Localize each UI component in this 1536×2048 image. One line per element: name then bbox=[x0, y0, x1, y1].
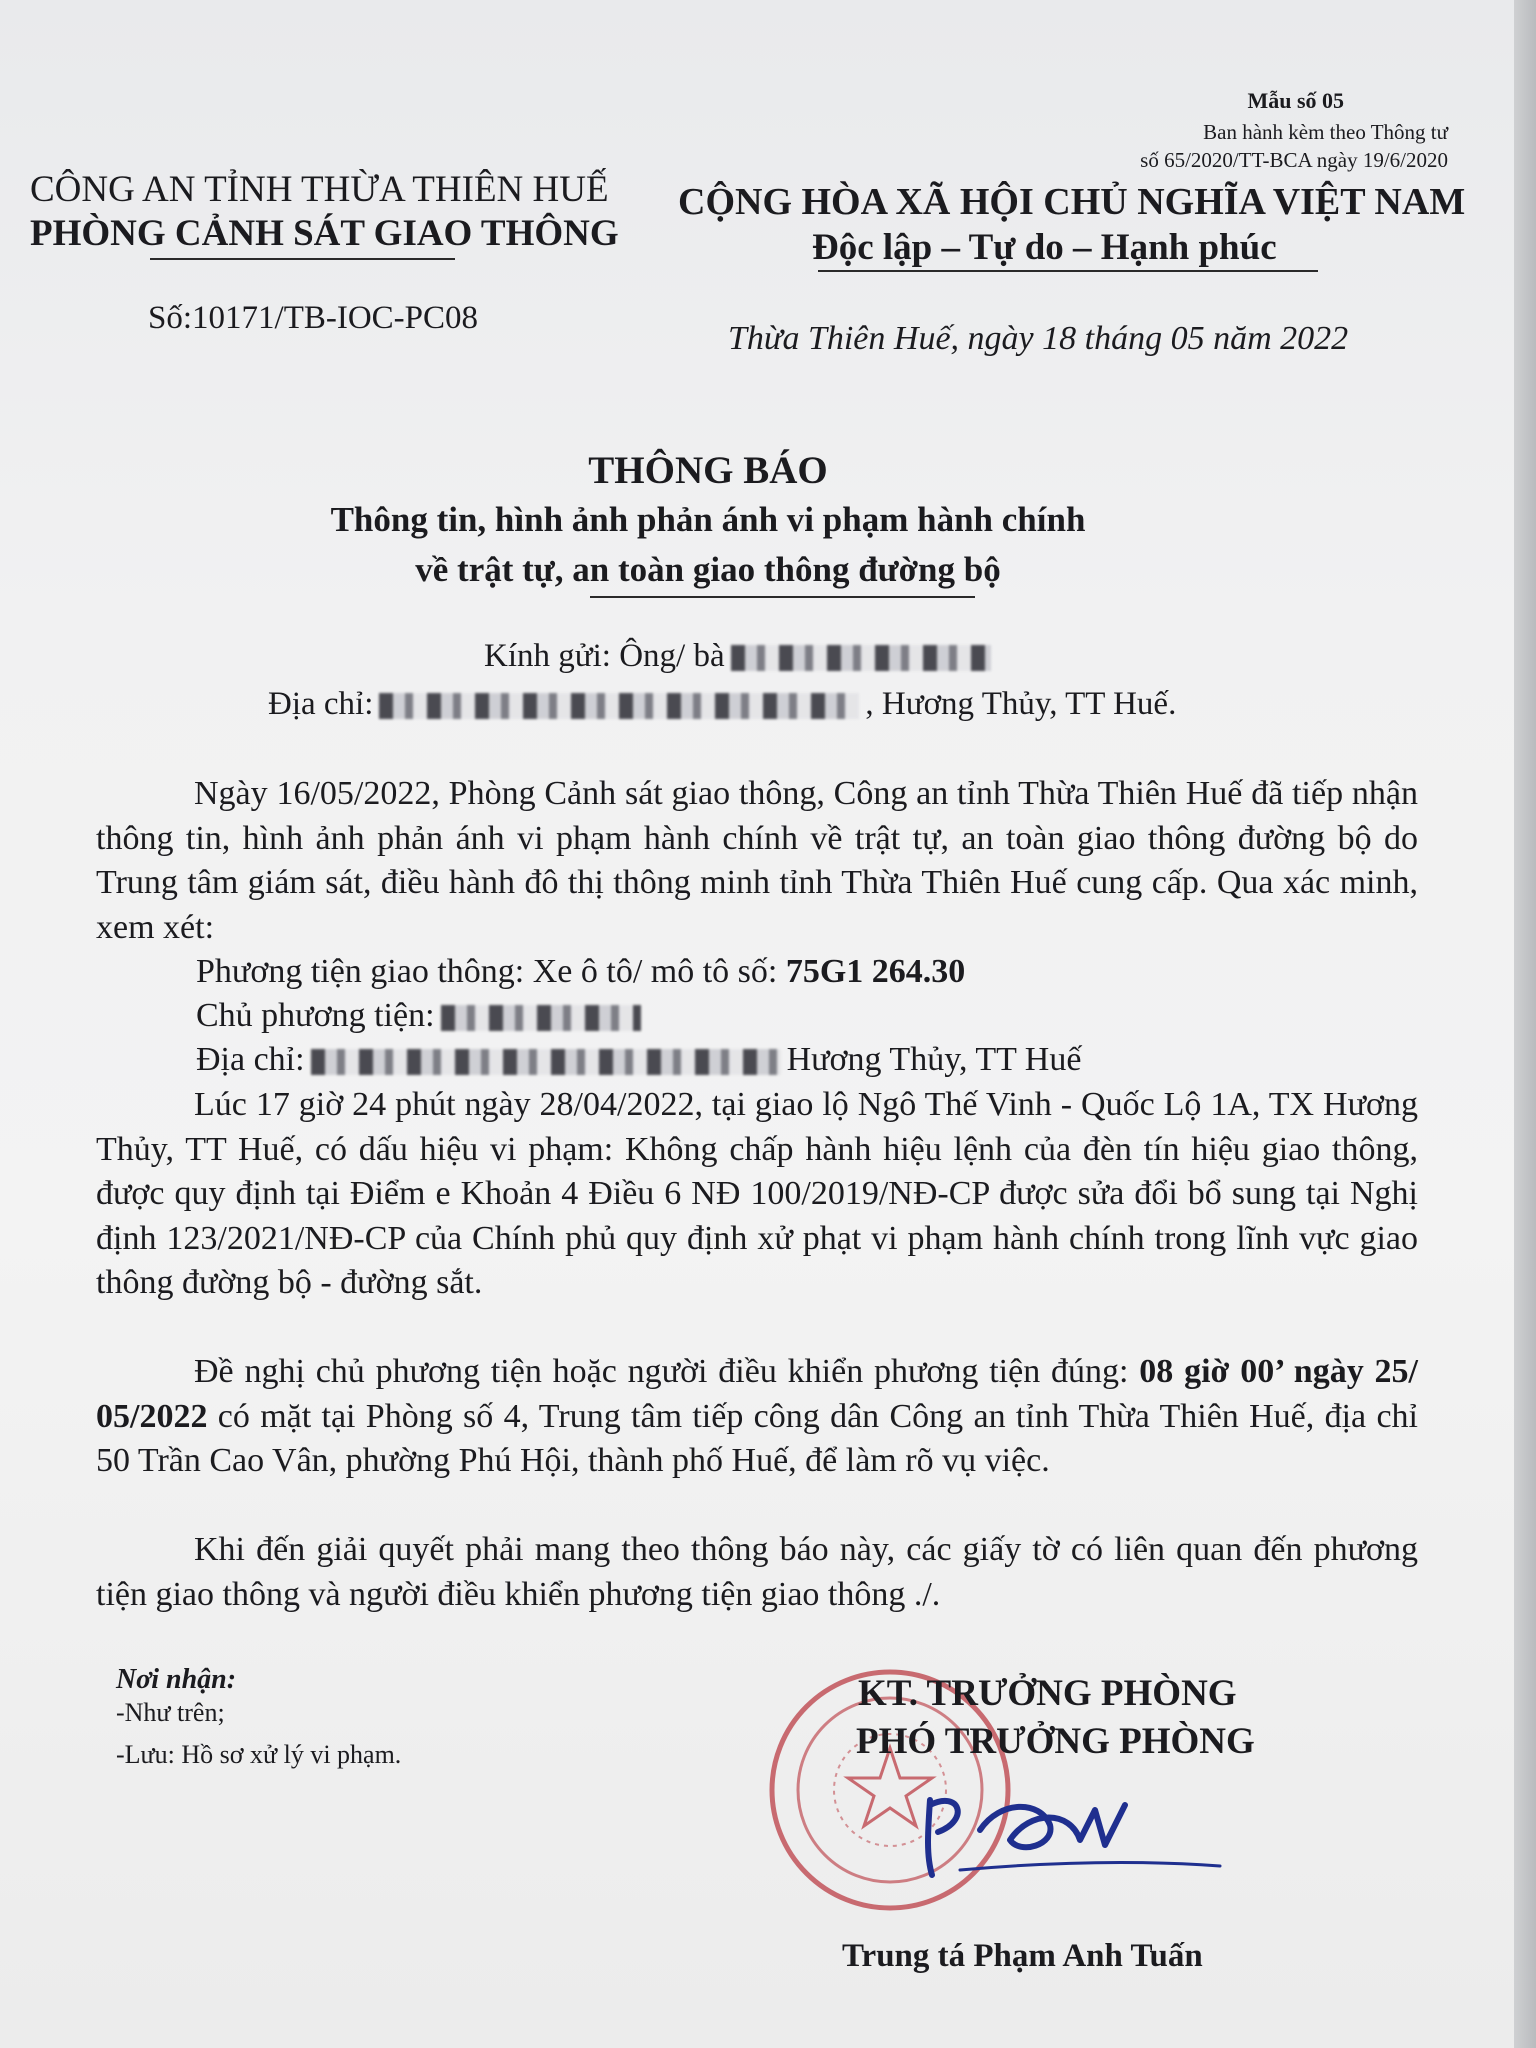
redacted-address bbox=[379, 693, 859, 719]
owner-address-line bbox=[196, 1038, 1081, 1083]
motto-underline bbox=[818, 270, 1318, 272]
recipient-item-archive: -Lưu: Hồ sơ xử lý vi phạm. bbox=[116, 1740, 402, 1769]
form-note: Ban hành kèm theo Thông tư bbox=[1203, 120, 1448, 144]
form-note-circular: số 65/2020/TT-BCA ngày 19/6/2020 bbox=[1140, 148, 1448, 172]
nation-motto: Độc lập – Tự do – Hạnh phúc bbox=[812, 227, 1277, 268]
handwritten-signature bbox=[900, 1770, 1230, 1890]
greeting-text: Kính gửi: Ông/ bà bbox=[484, 638, 725, 674]
recipients-title: Nơi nhận: bbox=[116, 1664, 237, 1695]
request-end: có mặt tại Phòng số 4, Trung tâm tiếp công dân Công an tỉnh Thừa Thiên Huế, địa chỉ 50 Trần Cao Vân, phường Phú Hội, thành phố Huế, để làm rõ vụ việc. bbox=[96, 1397, 1418, 1479]
redacted-owner-address bbox=[311, 1049, 781, 1075]
page-edge bbox=[1514, 0, 1536, 2048]
address-label: Địa chỉ: bbox=[268, 686, 374, 722]
owner-address-label: Địa chỉ: bbox=[196, 1041, 305, 1078]
recipient-greeting bbox=[484, 638, 997, 675]
agency-name: CÔNG AN TỈNH THỪA THIÊN HUẾ bbox=[30, 169, 609, 210]
owner-line bbox=[196, 994, 647, 1039]
redacted-owner bbox=[441, 1005, 641, 1031]
paragraph-request bbox=[96, 1350, 1418, 1484]
paragraph-violation: Lúc 17 giờ 24 phút ngày 28/04/2022, tại giao lộ Ngô Thế Vinh - Quốc Lộ 1A, TX Hương Thủy, TT Huế, có dấu hiệu vi phạm: Không chấp hành hiệu lệnh của đèn tín hiệu giao thông, được quy định tại Điểm e Khoản 4 Điều 6 NĐ 100/2019/NĐ-CP được sửa đổi bổ sung tại Nghị định 123/2021/NĐ-CP của Chính phủ quy định xử phạt vi phạm hành chính trong lĩnh vực giao thông đường bộ - đường sắt. bbox=[96, 1086, 1418, 1301]
recipient-address bbox=[268, 686, 1176, 723]
signer-title: KT. TRƯỞNG PHÒNG bbox=[858, 1673, 1237, 1714]
document-title: THÔNG BÁO bbox=[588, 449, 828, 492]
vehicle-line bbox=[196, 950, 965, 995]
owner-address-tail: Hương Thủy, TT Huế bbox=[786, 1041, 1082, 1078]
request-time: 08 giờ 00’ ngày 25/ 05/2022 bbox=[96, 1353, 1418, 1435]
document-subtitle: Thông tin, hình ảnh phản ánh vi phạm hành chính bbox=[330, 500, 1086, 539]
form-code: Mẫu số 05 bbox=[1247, 88, 1344, 113]
document-subtitle-2: về trật tự, an toàn giao thông đường bộ bbox=[415, 550, 1001, 589]
paragraph-intro: Ngày 16/05/2022, Phòng Cảnh sát giao thông, Công an tỉnh Thừa Thiên Huế đã tiếp nhận thông tin, hình ảnh phản ánh vi phạm hành chính về trật tự, an toàn giao thông đường bộ do Trung tâm giám sát, điều hành đô thị thông minh tỉnh Thừa Thiên Huế cung cấp. Qua xác minh, xem xét: bbox=[96, 775, 1418, 946]
nation-name: CỘNG HÒA XÃ HỘI CHỦ NGHĨA VIỆT NAM bbox=[678, 181, 1466, 223]
agency-department: PHÒNG CẢNH SÁT GIAO THÔNG bbox=[30, 213, 619, 254]
agency-underline bbox=[150, 258, 455, 260]
owner-label: Chủ phương tiện: bbox=[196, 997, 435, 1034]
request-start: Đề nghị chủ phương tiện hoặc người điều khiển phương tiện đúng: bbox=[194, 1353, 1140, 1390]
signer-position: PHÓ TRƯỞNG PHÒNG bbox=[856, 1721, 1255, 1762]
redacted-name bbox=[731, 645, 991, 671]
vehicle-label: Phương tiện giao thông: Xe ô tô/ mô tô số: bbox=[196, 953, 786, 990]
recipient-item: -Như trên; bbox=[116, 1698, 225, 1727]
signer-name: Trung tá Phạm Anh Tuấn bbox=[842, 1938, 1203, 1974]
paragraph-bring-documents: Khi đến giải quyết phải mang theo thông báo này, các giấy tờ có liên quan đến phương tiện giao thông và người điều khiển phương tiện giao thông ./. bbox=[96, 1531, 1418, 1613]
document-number: Số:10171/TB-IOC-PC08 bbox=[148, 300, 479, 336]
vehicle-plate: 75G1 264.30 bbox=[785, 953, 966, 990]
address-tail: , Hương Thủy, TT Huế. bbox=[865, 686, 1177, 722]
place-date: Thừa Thiên Huế, ngày 18 tháng 05 năm 2022 bbox=[728, 320, 1349, 357]
title-underline bbox=[590, 596, 975, 598]
